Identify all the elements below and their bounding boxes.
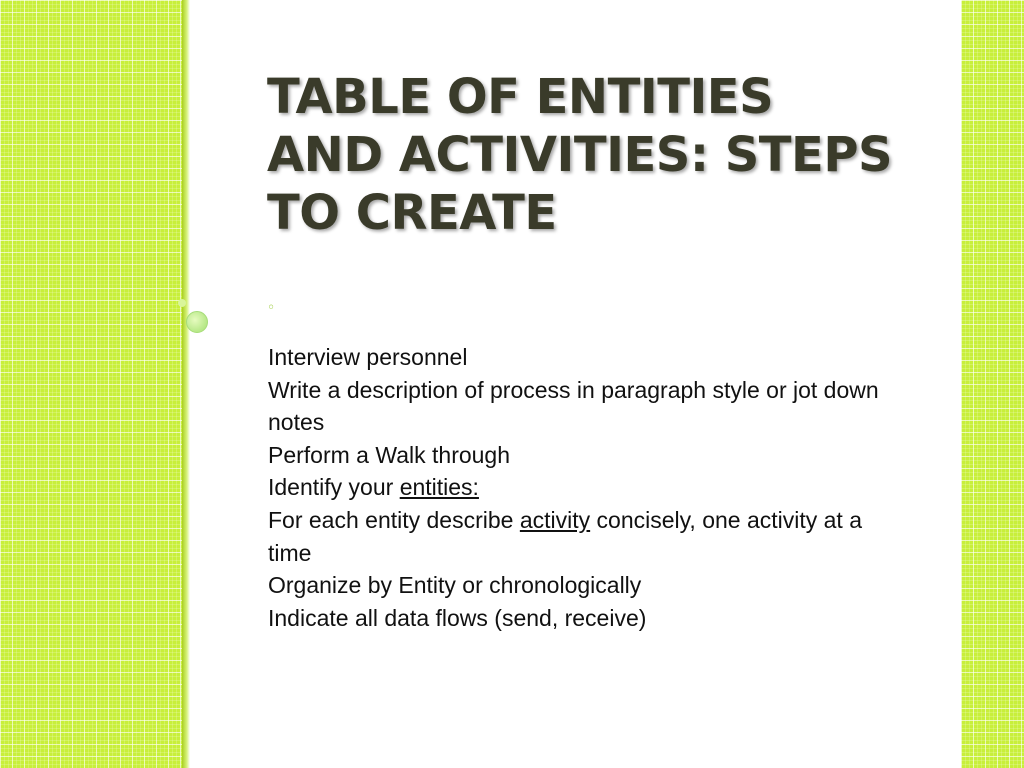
steps-list — [268, 341, 908, 634]
slide-title: TABLE OF ENTITIES AND ACTIVITIES: STEPS TO CREATE — [267, 69, 893, 241]
list-item: For each entity describe activity concisely, one activity at a time — [268, 506, 863, 566]
list-item: Interview personnel — [268, 344, 468, 370]
bullet-icon: ◦ — [267, 300, 276, 316]
list-item: Indicate all data flows (send, receive) — [268, 604, 647, 631]
activity-link-text: activity — [519, 506, 591, 533]
entities-link-text: entities: — [399, 474, 479, 501]
list-item: Identify your entities: — [268, 474, 479, 501]
decorative-circle — [186, 311, 208, 333]
list-item: Write a description of process in paragraph style or jot down notes — [268, 376, 879, 436]
decorative-small-dot — [178, 299, 186, 307]
list-item: Perform a Walk through — [268, 441, 511, 468]
panel-edge-shadow — [182, 0, 190, 768]
right-grid-background — [961, 0, 1024, 768]
list-item: Organize by Entity or chronologically — [268, 572, 642, 599]
left-grid-background — [0, 0, 186, 768]
